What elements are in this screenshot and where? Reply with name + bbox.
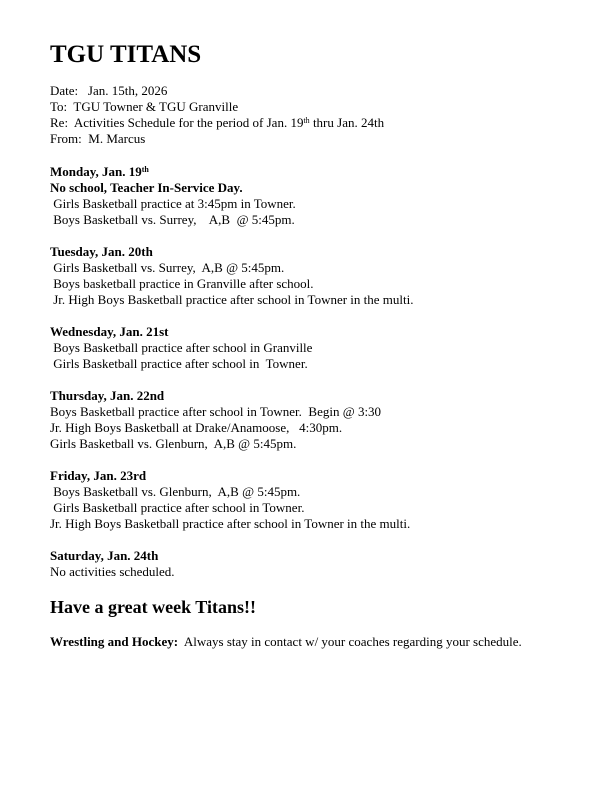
day-heading-tuesday: Tuesday, Jan. 20th bbox=[50, 244, 153, 259]
day-heading-monday-superscript: th bbox=[141, 165, 149, 174]
schedule-wednesday bbox=[50, 324, 590, 372]
schedule-item: Girls Basketball vs. Glenburn, A,B @ 5:45pm. bbox=[50, 436, 297, 451]
memo-date: Date: Jan. 15th, 2026 bbox=[50, 83, 168, 98]
schedule-item: Girls Basketball practice at 3:45pm in Towner. bbox=[50, 196, 296, 211]
schedule-item: Girls Basketball practice after school in Towner. bbox=[50, 500, 305, 515]
footer-note bbox=[50, 634, 590, 650]
schedule-saturday bbox=[50, 548, 590, 580]
schedule-item: Boys Basketball vs. Glenburn, A,B @ 5:45pm. bbox=[50, 484, 301, 499]
memo-re-suffix: thru Jan. 24th bbox=[309, 115, 385, 130]
day-heading-saturday: Saturday, Jan. 24th bbox=[50, 548, 159, 563]
memo-from: From: M. Marcus bbox=[50, 131, 146, 146]
schedule-item: Jr. High Boys Basketball practice after school in Towner in the multi. bbox=[50, 292, 414, 307]
day-heading-thursday: Thursday, Jan. 22nd bbox=[50, 388, 165, 403]
schedule-item: Boys Basketball vs. Surrey, A,B @ 5:45pm. bbox=[50, 212, 295, 227]
schedule-friday bbox=[50, 468, 590, 532]
day-heading-monday bbox=[50, 164, 590, 180]
closing-message: Have a great week Titans!! bbox=[50, 597, 256, 617]
memo-re-superscript: th bbox=[303, 116, 310, 125]
schedule-item: Girls Basketball vs. Surrey, A,B @ 5:45pm. bbox=[50, 260, 285, 275]
monday-note: No school, Teacher In-Service Day. bbox=[50, 180, 243, 195]
schedule-item: No activities scheduled. bbox=[50, 564, 175, 579]
document-title: TGU TITANS bbox=[50, 41, 202, 68]
footer-label: Wrestling and Hockey: bbox=[50, 634, 179, 649]
schedule-thursday bbox=[50, 388, 590, 452]
footer-text: Always stay in contact w/ your coaches regarding your schedule. bbox=[178, 634, 522, 649]
memo-re-prefix: Re: Activities Schedule for the period of Jan. 19 bbox=[50, 115, 304, 130]
day-heading-wednesday: Wednesday, Jan. 21st bbox=[50, 324, 169, 339]
memo-to: To: TGU Towner & TGU Granville bbox=[50, 99, 239, 114]
day-heading-friday: Friday, Jan. 23rd bbox=[50, 468, 147, 483]
schedule-item: Boys Basketball practice after school in Granville bbox=[50, 340, 313, 355]
schedule-item: Boys basketball practice in Granville after school. bbox=[50, 276, 314, 291]
day-heading-monday-text: Monday, Jan. 19 bbox=[50, 164, 142, 179]
schedule-item: Jr. High Boys Basketball practice after school in Towner in the multi. bbox=[50, 516, 411, 531]
schedule-item: Boys Basketball practice after school in Towner. Begin @ 3:30 bbox=[50, 404, 382, 419]
schedule-item: Girls Basketball practice after school in Towner. bbox=[50, 356, 308, 371]
schedule-monday bbox=[50, 164, 590, 228]
schedule-item: Jr. High Boys Basketball at Drake/Anamoose, 4:30pm. bbox=[50, 420, 343, 435]
schedule-tuesday bbox=[50, 244, 590, 308]
memo-re bbox=[50, 115, 590, 131]
document-page bbox=[50, 40, 590, 650]
memo-header bbox=[50, 83, 590, 147]
